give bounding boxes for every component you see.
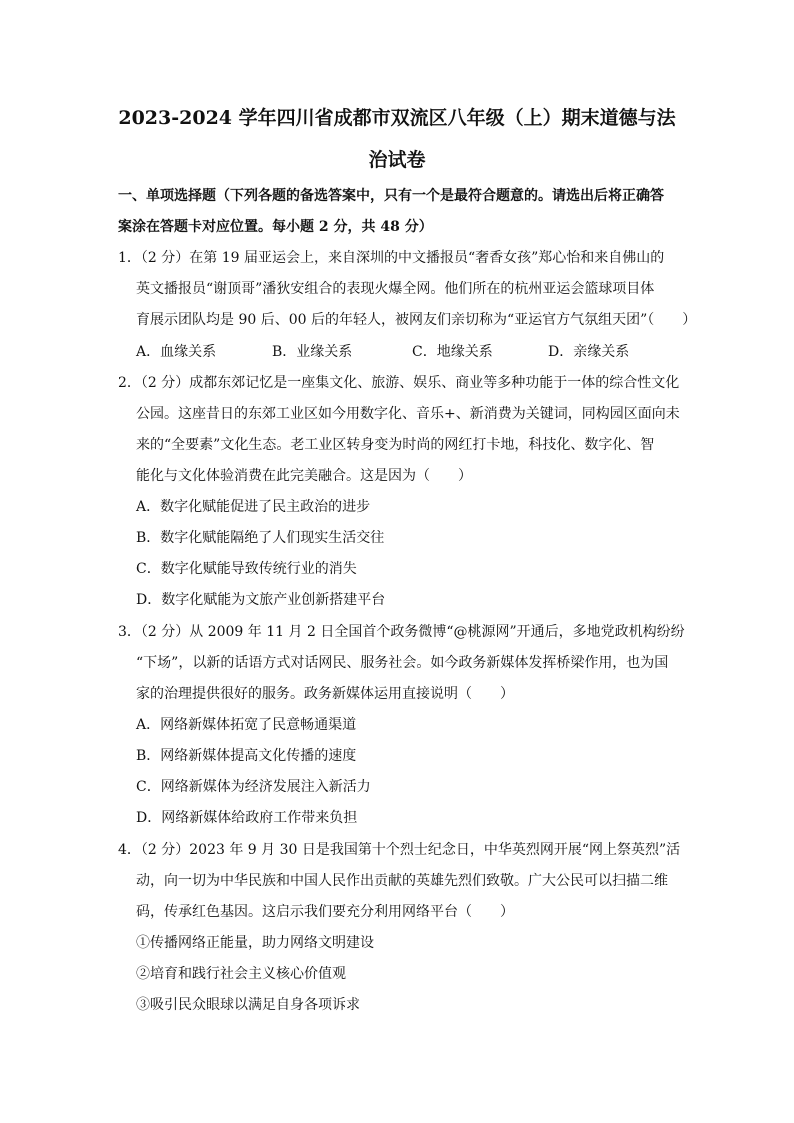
question-3-option-b: B．网络新媒体提高文化传播的速度 — [136, 748, 357, 764]
question-4-option-1: ①传播网络正能量，助力网络文明建设 — [136, 935, 374, 951]
question-1-option-c: C．地缘关系 — [412, 344, 493, 360]
question-2-option-d: D．数字化赋能为文旅产业创新搭建平台 — [136, 592, 386, 608]
question-1-line1: 1．（2 分）在第 19 届亚运会上，来自深圳的中文播报员“奢香女孩”郑心怡和来自佛山的 — [118, 250, 665, 266]
question-2-option-a: A．数字化赋能促进了民主政治的进步 — [136, 499, 371, 515]
question-1-option-a: A．血缘关系 — [136, 344, 217, 360]
question-3-option-a: A．网络新媒体拓宽了民意畅通渠道 — [136, 717, 357, 733]
question-2-line3: 来的“全要素”文化生态。老工业区转身变为时尚的网红打卡地，科技化、数字化、智 — [136, 437, 655, 453]
question-3-option-c: C．网络新媒体为经济发展注入新活力 — [136, 779, 371, 795]
question-4-line1: 4．（2 分）2023 年 9 月 30 日是我国第十个烈士纪念日，中华英烈网开展“网上祭英烈”活 — [118, 842, 681, 858]
question-1-line3: 育展示团队均是 90 后、00 后的年轻人，被网友们亲切称为“亚运官方气氛组天团”（ ） — [136, 312, 697, 328]
exam-title-line1: 2023-2024 学年四川省成都市双流区八年级（上）期末道德与法 — [118, 107, 676, 129]
question-1-line2: 英文播报员“谢顶哥”潘狄安组合的表现火爆全网。他们所在的杭州亚运会篮球项目体 — [136, 281, 655, 297]
question-2-line2: 公园。这座昔日的东郊工业区如今用数字化、音乐+、新消费为关键词，同构园区面向未 — [136, 406, 680, 422]
question-4-option-2: ②培育和践行社会主义核心价值观 — [136, 966, 346, 982]
exam-title-line2: 治试卷 — [368, 149, 426, 171]
question-4-option-3: ③吸引民众眼球以满足自身各项诉求 — [136, 997, 360, 1013]
question-1-option-b: B．业缘关系 — [272, 344, 353, 360]
question-4-line3: 码，传承红色基因。这启示我们要充分利用网络平台（ ） — [136, 904, 514, 920]
question-2-line1: 2．（2 分）成都东郊记忆是一座集文化、旅游、娱乐、商业等多种功能于一体的综合性文化 — [118, 375, 680, 391]
question-2-option-b: B．数字化赋能隔绝了人们现实生活交往 — [136, 530, 385, 546]
question-1-option-d: D．亲缘关系 — [548, 344, 630, 360]
question-2-option-c: C．数字化赋能导致传统行业的消失 — [136, 561, 357, 577]
section-heading-line1: 一、单项选择题（下列各题的备选答案中，只有一个是最符合题意的。请选出后将正确答 — [118, 188, 664, 204]
question-3-option-d: D．网络新媒体给政府工作带来负担 — [136, 810, 358, 826]
question-3-line1: 3．（2 分）从 2009 年 11 月 2 日全国首个政务微博“@桃源网”开通后，多地党政机构纷纷 — [118, 624, 685, 640]
question-3-line3: 家的治理提供很好的服务。政务新媒体运用直接说明（ ） — [136, 686, 514, 702]
section-heading-line2: 案涂在答题卡对应位置。每小题 2 分，共 48 分） — [118, 219, 433, 235]
question-2-line4: 能化与文化体验消费在此完美融合。这是因为（ ） — [136, 468, 472, 484]
question-3-line2: “下场”，以新的话语方式对话网民、服务社会。如今政务新媒体发挥桥梁作用，也为国 — [136, 655, 669, 671]
question-4-line2: 动，向一切为中华民族和中国人民作出贡献的英雄先烈们致敬。广大公民可以扫描二维 — [136, 873, 668, 889]
